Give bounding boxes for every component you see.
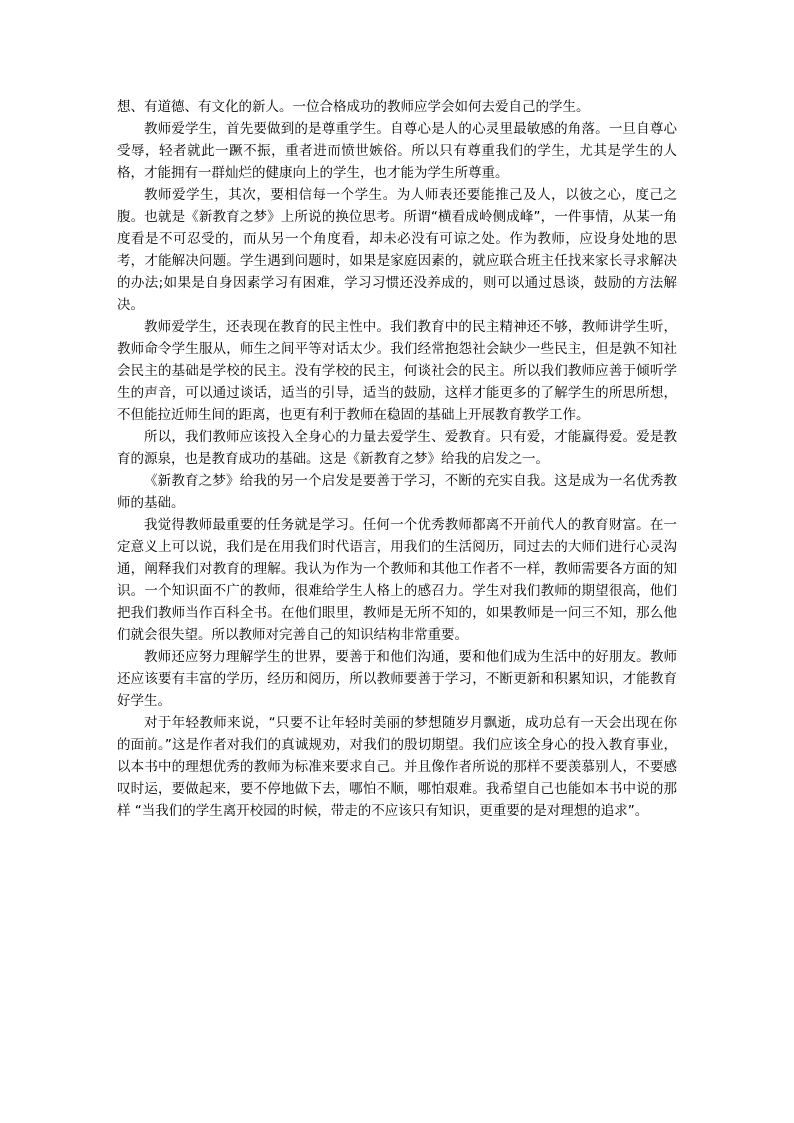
paragraph-learning: 我觉得教师最重要的任务就是学习。任何一个优秀教师都离不开前代人的教育财富。在一定意义上可以说，我们是在用我们时代语言，用我们的生活阅历，同过去的大师们进行心灵沟通，阐释我们对教育的理解。我认为作为一个教师和其他工作者不一样，教师需要各方面的知识。一个知识面不广的教师，很难给学生人格上的感召力。学生对我们教师的期望很高，他们把我们教师当作百科全书。在他们眼里，教师是无所不知的，如果教师是一问三不知，那么他们就会很失望。所以教师对完善自己的知识结构非常重要。 <box>117 517 677 643</box>
document-page <box>117 96 677 822</box>
paragraph-young-teachers: 对于年轻教师来说，“只要不让年轻时美丽的梦想随岁月飘逝，成功总有一天会出现在你的面前。”这是作者对我们的真诚规劝，对我们的殷切期望。我们应该全身心的投入教育事业，以本书中的理想优秀的教师为标准来要求自己。并且像作者所说的那样不要羡慕别人，不要感叹时运，要做起来，要不停地做下去，哪怕不顺，哪怕艰难。我希望自己也能如本书中说的那样 “当我们的学生离开校园的时候，带走的不应该只有知识，更重要的是对理想的追求”。 <box>117 715 677 819</box>
paragraph-second-insight: 《新教育之梦》给我的另一个启发是要善于学习，不断的充实自我。这是成为一名优秀教师的基础。 <box>117 473 677 511</box>
paragraph-democracy: 教师爱学生，还表现在教育的民主性中。我们教育中的民主精神还不够，教师讲学生听，教师命令学生服从，师生之间平等对话太少。我们经常抱怨社会缺少一些民主，但是孰不知社会民主的基础是学校的民主。没有学校的民主，何谈社会的民主。所以我们教师应善于倾听学生的声音，可以通过谈话，适当的引导，适当的鼓励，这样才能更多的了解学生的所思所想，不但能拉近师生间的距离，也更有利于教师在稳固的基础上开展教育教学工作。 <box>117 319 677 423</box>
paragraph-trust-students: 教师爱学生，其次，要相信每一个学生。为人师表还要能推己及人，以彼之心，度己之腹。也就是《新教育之梦》上所说的换位思考。所谓“横看成岭侧成峰”，一件事情，从某一角度看是不可忍受的，而从另一个角度看，却未必没有可谅之处。作为教师，应设身处地的思考，才能解决问题。学生遇到问题时，如果是家庭因素的，就应联合班主任找来家长寻求解决的办法;如果是自身因素学习有困难，学习习惯还没养成的，则可以通过恳谈，鼓励的方法解决。 <box>117 187 677 313</box>
paragraph-respect-students: 教师爱学生，首先要做到的是尊重学生。自尊心是人的心灵里最敏感的角落。一旦自尊心受辱，轻者就此一蹶不振，重者进而愤世嫉俗。所以只有尊重我们的学生，尤其是学生的人格，才能拥有一群灿烂的健康向上的学生，也才能为学生所尊重。 <box>117 121 677 181</box>
paragraph-love-education: 所以，我们教师应该投入全身心的力量去爱学生、爱教育。只有爱，才能赢得爱。爱是教育的源泉，也是教育成功的基础。这是《新教育之梦》给我的启发之一。 <box>117 429 677 467</box>
paragraph-understand-students: 教师还应努力理解学生的世界，要善于和他们沟通，要和他们成为生活中的好朋友。教师还应该要有丰富的学历，经历和阅历，所以教师要善于学习，不断更新和积累知识，才能教育好学生。 <box>117 649 677 709</box>
paragraph-continuation: 想、有道德、有文化的新人。一位合格成功的教师应学会如何去爱自己的学生。 <box>117 99 590 115</box>
